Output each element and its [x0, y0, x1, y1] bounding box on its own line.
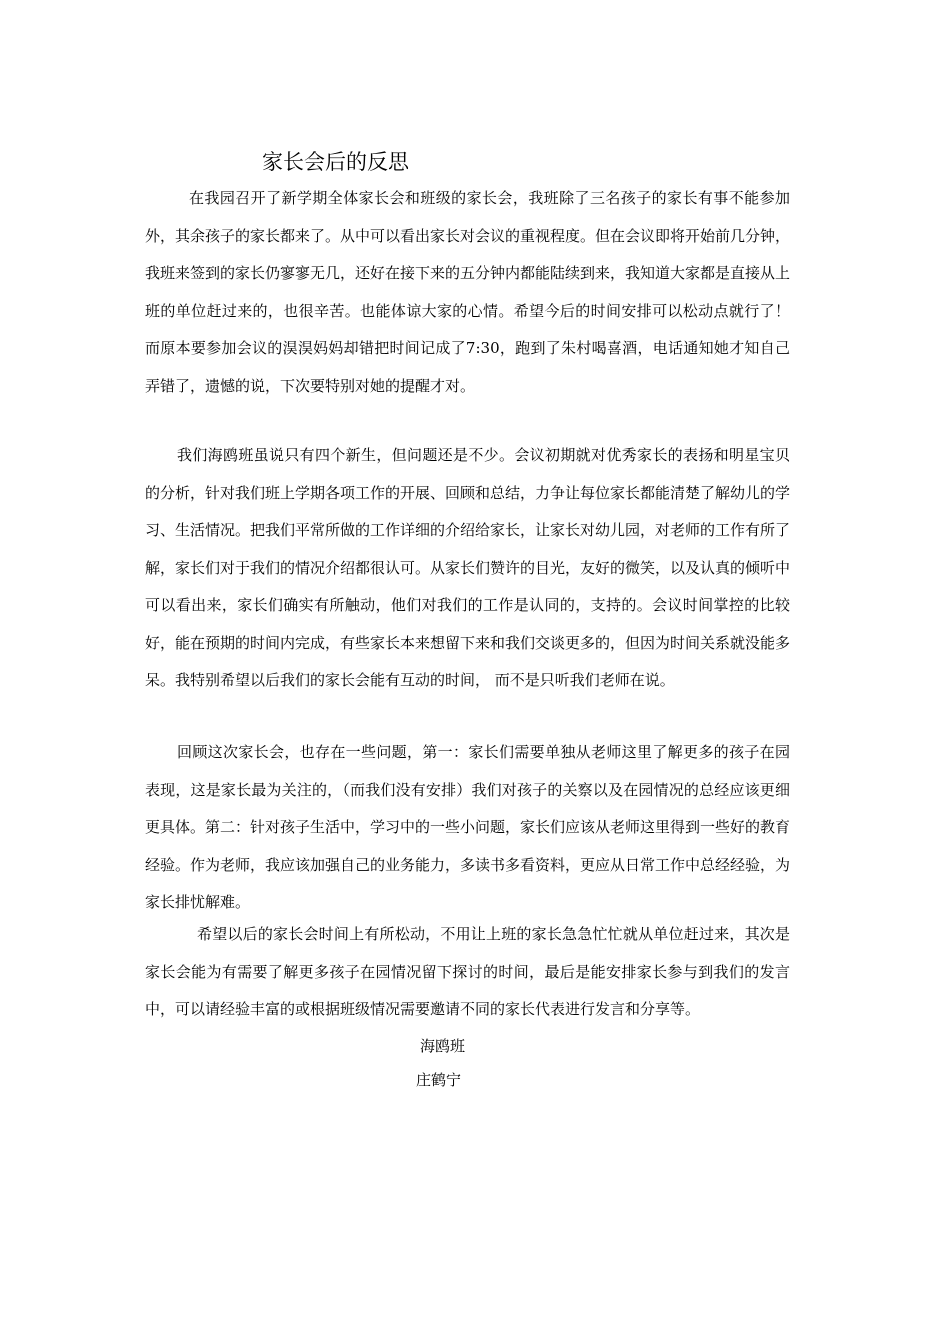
paragraph-3: 回顾这次家长会，也存在一些问题，第一：家长们需要单独从老师这里了解更多的孩子在园表现，这是家长最为关注的，（而我们没有安排）我们对孩子的关察以及在园情况的总经应该更细更具体。第二：针对孩子生活中，学习中的一些小问题，家长们应该从老师这里得到一些好的教育经验。作为老师，我应该加强自己的业务能力，多读书多看资料，更应从日常工作中总经经验，为家长排忧解难。 [145, 743, 791, 911]
paragraph-4: 希望以后的家长会时间上有所松动，不用让上班的家长急急忙忙就从单位赶过来，其次是家长会能为有需要了解更多孩子在园情况留下探讨的时间，最后是能安排家长参与到我们的发言中，可以请经验丰富的或根据班级情况需要邀请不同的家长代表进行发言和分享等。 [145, 925, 790, 1018]
signature-author: 庄鹤宁 [416, 1071, 462, 1089]
document-title: 家长会后的反思 [262, 150, 409, 174]
paragraph-1: 在我园召开了新学期全体家长会和班级的家长会，我班除了三名孩子的家长有事不能参加外，其余孩子的家长都来了。从中可以看出家长对会议的重视程度。但在会议即将开始前几分钟，我班来签到的家长仍寥寥无几，还好在接下来的五分钟内都能陆续到来，我知道大家都是直接从上班的单位赶过来的，也很辛苦。也能体谅大家的心情。希望今后的时间安排可以松动点就行了！ 而原本要参加会议的淏淏妈妈却错把时间记成了7:30，跑到了朱村喝喜酒，电话通知她才知自己弄错了，遗憾的说，下次要特别对她的提醒才对。 [145, 189, 791, 395]
paragraph-2: 我们海鸥班虽说只有四个新生，但问题还是不少。会议初期就对优秀家长的表扬和明星宝贝的分析，针对我们班上学期各项工作的开展、回顾和总结，力争让每位家长都能清楚了解幼儿的学习、生活情况。把我们平常所做的工作详细的介绍给家长，让家长对幼儿园，对老师的工作有所了解，家长们对于我们的情况介绍都很认可。从家长们赞许的目光，友好的微笑，以及认真的倾听中可以看出来，家长们确实有所触动，他们对我们的工作是认同的，支持的。会议时间掌控的比较好，能在预期的时间内完成，有些家长本来想留下来和我们交谈更多的，但因为时间关系就没能多呆。我特别希望以后我们的家长会能有互动的时间， 而不是只听我们老师在说。 [145, 446, 791, 689]
signature-class-name: 海鸥班 [420, 1037, 466, 1055]
